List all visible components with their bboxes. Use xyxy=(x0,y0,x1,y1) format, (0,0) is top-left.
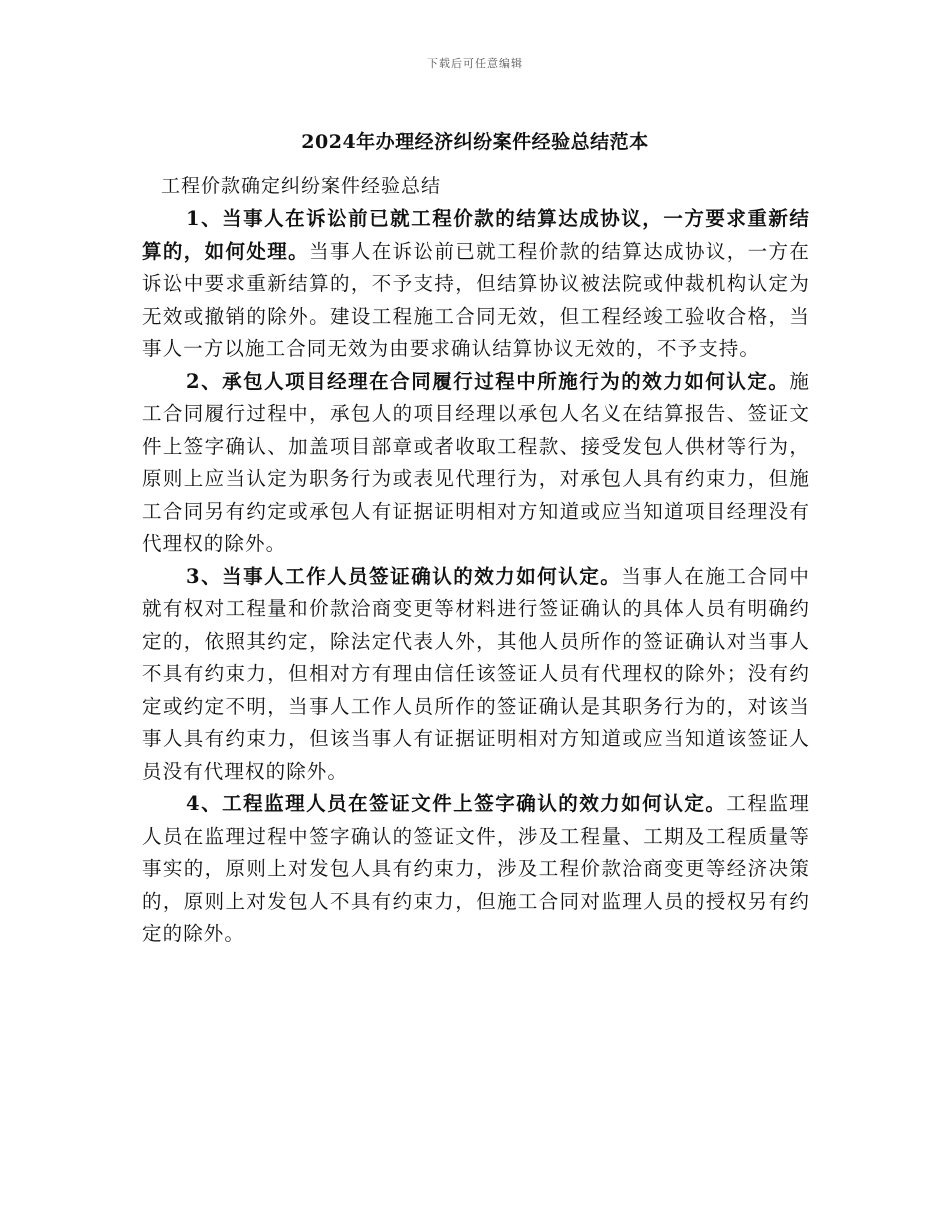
paragraph-4 xyxy=(142,788,810,951)
document-body xyxy=(142,170,810,951)
section-subtitle: 工程价款确定纠纷案件经验总结 xyxy=(161,175,442,197)
header-note: 下载后可任意编辑 xyxy=(427,57,523,70)
paragraph-3 xyxy=(142,561,810,789)
paragraph-4-heading: 4、工程监理人员在签证文件上签字确认的效力如何认定。 xyxy=(186,792,727,815)
paragraph-2 xyxy=(142,366,810,561)
paragraph-4-body: 工程监理人员在监理过程中签字确认的签证文件，涉及工程量、工期及工程质量等事实的，原则上对发包人具有约束力，涉及工程价款洽商变更等经济决策的，原则上对发包人不具有约束力，但施工合同对监理人员的授权另有约定的除外。 xyxy=(142,792,810,945)
paragraph-1-body: 当事人在诉讼前已就工程价款的结算达成协议，一方在诉讼中要求重新结算的，不予支持，但结算协议被法院或仲裁机构认定为无效或撤销的除外。建设工程施工合同无效，但工程经竣工验收合格，当事人一方以施工合同无效为由要求确认结算协议无效的，不予支持。 xyxy=(142,239,810,360)
document-title: 2024年办理经济纠纷案件经验总结范本 xyxy=(301,131,649,153)
paragraph-1 xyxy=(142,203,810,366)
paragraph-1-heading: 1、当事人在诉讼前已就工程价款的结算达成协议，一方要求重新结算的，如何处理。 xyxy=(142,207,810,263)
paragraph-3-heading: 3、当事人工作人员签证确认的效力如何认定。 xyxy=(186,564,622,588)
paragraph-2-body: 施工合同履行过程中，承包人的项目经理以承包人名义在结算报告、签证文件上签字确认、加盖项目部章或者收取工程款、接受发包人供材等行为，原则上应当认定为职务行为或表见代理行为，对承包人具有约束力，但施工合同另有约定或承包人有证据证明相对方知道或应当知道项目经理没有代理权的除外。 xyxy=(142,369,810,555)
paragraph-3-body: 当事人在施工合同中就有权对工程量和价款洽商变更等材料进行签证确认的具体人员有明确约定的，依照其约定，除法定代表人外，其他人员所作的签证确认对当事人不具有约束力，但相对方有理由信任该签证人员有代理权的除外；没有约定或约定不明，当事人工作人员所作的签证确认是其职务行为的，对该当事人具有约束力，但该当事人有证据证明相对方知道或应当知道该签证人员没有代理权的除外。 xyxy=(142,564,811,783)
paragraph-2-heading: 2、承包人项目经理在合同履行过程中所施行为的效力如何认定。 xyxy=(186,369,790,393)
